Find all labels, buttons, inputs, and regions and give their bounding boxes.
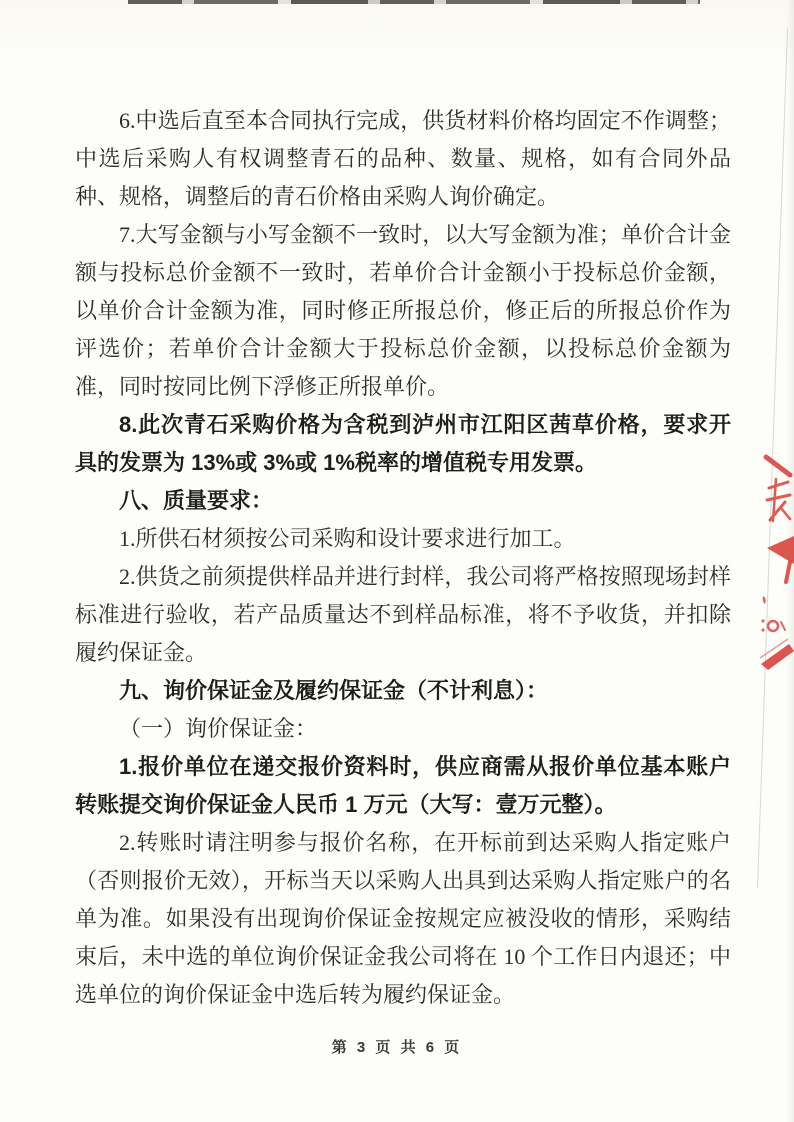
clause-6-paragraph: 6.中选后直至本合同执行完成，供货材料价格均固定不作调整；中选后采购人有权调整青石的品种、数量、规格，如有合同外品种、规格，调整后的青石价格由采购人询价确定。 [75, 108, 731, 209]
clause-8-paragraph: 8.此次青石采购价格为含税到泸州市江阳区茜草价格，要求开具的发票为 13%或 3%或 1%税率的增值税专用发票。 [75, 412, 731, 475]
section-9-heading: 九、询价保证金及履约保证金（不计利息）： [119, 678, 549, 703]
clause-7-paragraph: 7.大写金额与小写金额不一致时，以大写金额为准；单价合计金额与投标总价金额不一致时，若单价合计金额小于投标总价金额，以单价合计金额为准，同时修正所报总价，修正后的所报总价作为评选价；若单价合计金额大于投标总价金额，以投标总价金额为准，同时按同比例下浮修正所报单价。 [75, 222, 731, 399]
deposit-item-2: 2.转账时请注明参与报价名称，在开标前到达采购人指定账户（否则报价无效），开标当天以采购人出具到达采购人指定账户的名单为准。如果没有出现询价保证金按规定应被没收的情形，采购结束后，未中选的单位询价保证金我公司将在 10 个工作日内退还；中选单位的询价保证金中选后转为履约保证金。 [75, 830, 731, 1007]
scan-artifact-top-edge [128, 0, 700, 4]
quality-item-1: 1.所供石材须按公司采购和设计要求进行加工。 [119, 526, 576, 551]
document-body [75, 102, 731, 1014]
section-8-heading: 八、质量要求： [119, 488, 274, 513]
red-seal-stamp-fragment [759, 448, 794, 672]
quality-item-2: 2.供货之前须提供样品并进行封样，我公司将严格按照现场封样标准进行验收，若产品质量达不到样品标准，将不予收货，并扣除履约保证金。 [75, 564, 731, 665]
page-footer: 第 3 页 共 6 页 [331, 1039, 463, 1056]
subsection-1-label: （一）询价保证金： [119, 716, 318, 741]
deposit-item-1: 1.报价单位在递交报价资料时，供应商需从报价单位基本账户转账提交询价保证金人民币 1 万元（大写：壹万元整）。 [75, 754, 731, 817]
